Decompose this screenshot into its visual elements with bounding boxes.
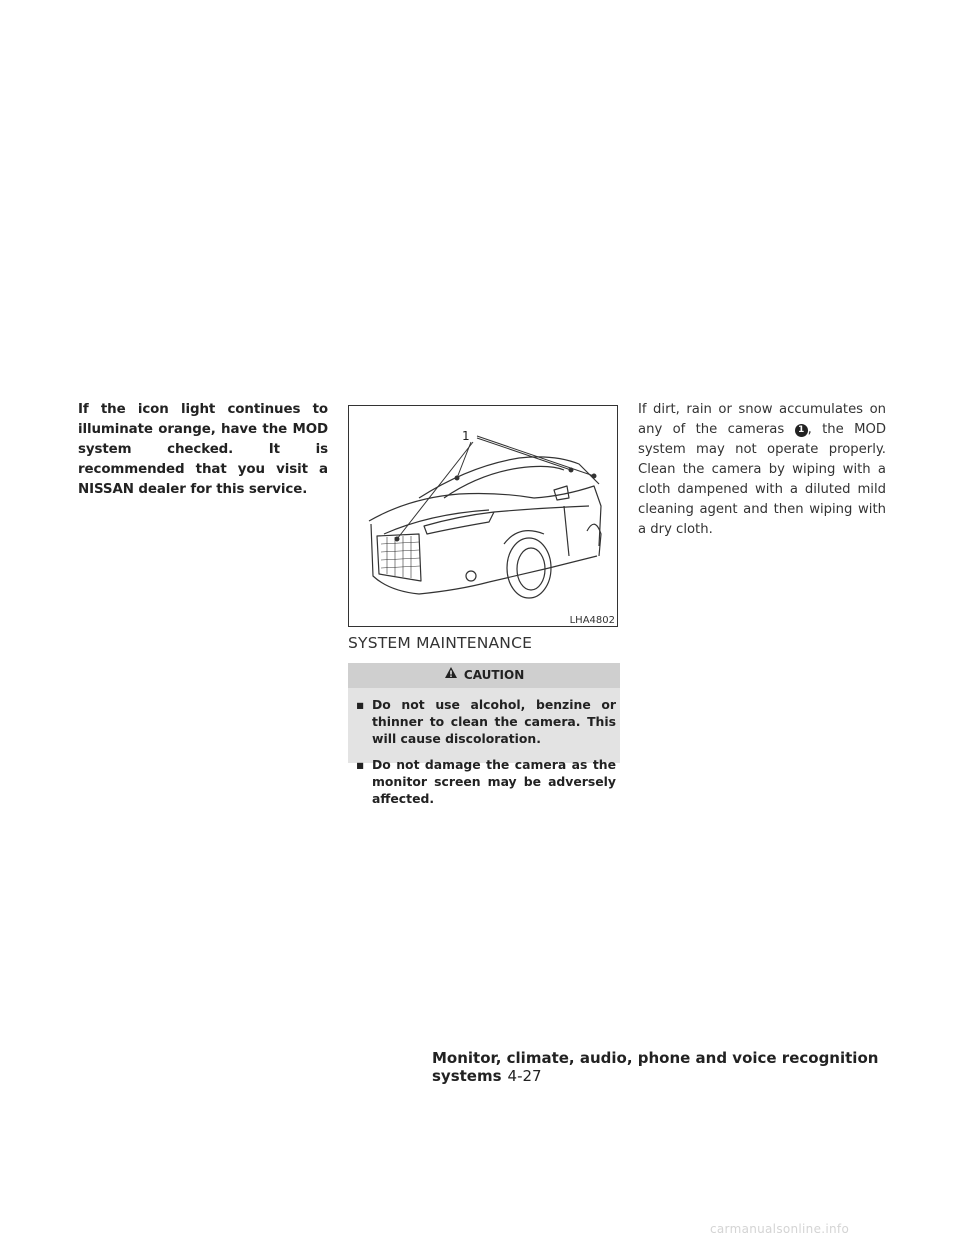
caution-box (348, 663, 620, 806)
maintenance-text-end: , the MOD system may not operate properly. Clean the camera by wiping with a cloth dampened with a diluted mild cleaning agent and then wiping with a dry cloth. (638, 422, 887, 537)
mod-check-paragraph: If the icon light continues to illuminate orange, have the MOD system checked. It is recommended that you visit a NISSAN dealer for this service. (78, 402, 328, 497)
page-number: 4-27 (507, 1067, 542, 1085)
callout-number: 1 (462, 429, 470, 443)
left-column-text (78, 400, 328, 500)
watermark: carmanualsonline.info (710, 1222, 850, 1236)
bullet-icon: ▪ (356, 697, 365, 712)
car-camera-figure (348, 405, 618, 627)
right-column-text (638, 400, 886, 540)
callout-circle-1: 1 (795, 424, 808, 437)
chapter-title: Monitor, climate, audio, phone and voice recognition systems (432, 1049, 879, 1085)
car-illustration (349, 406, 619, 628)
caution-heading: CAUTION (463, 668, 525, 682)
caution-list (348, 688, 620, 807)
warning-triangle-icon (444, 663, 458, 688)
caution-item: ▪ Do not damage the camera as the monitor screen may be adversely affected. (356, 757, 616, 806)
caution-item: ▪ Do not use alcohol, benzine or thinner to clean the camera. This will cause discoloration. (356, 697, 616, 746)
maintenance-text-start: If dirt, rain or snow accumulates on any of the cameras (638, 402, 886, 437)
caution-header (348, 663, 620, 688)
page-footer (432, 1049, 960, 1085)
bullet-icon: ▪ (356, 757, 365, 772)
section-title: SYSTEM MAINTENANCE (348, 634, 533, 652)
figure-code: LHA4802 (569, 615, 615, 626)
